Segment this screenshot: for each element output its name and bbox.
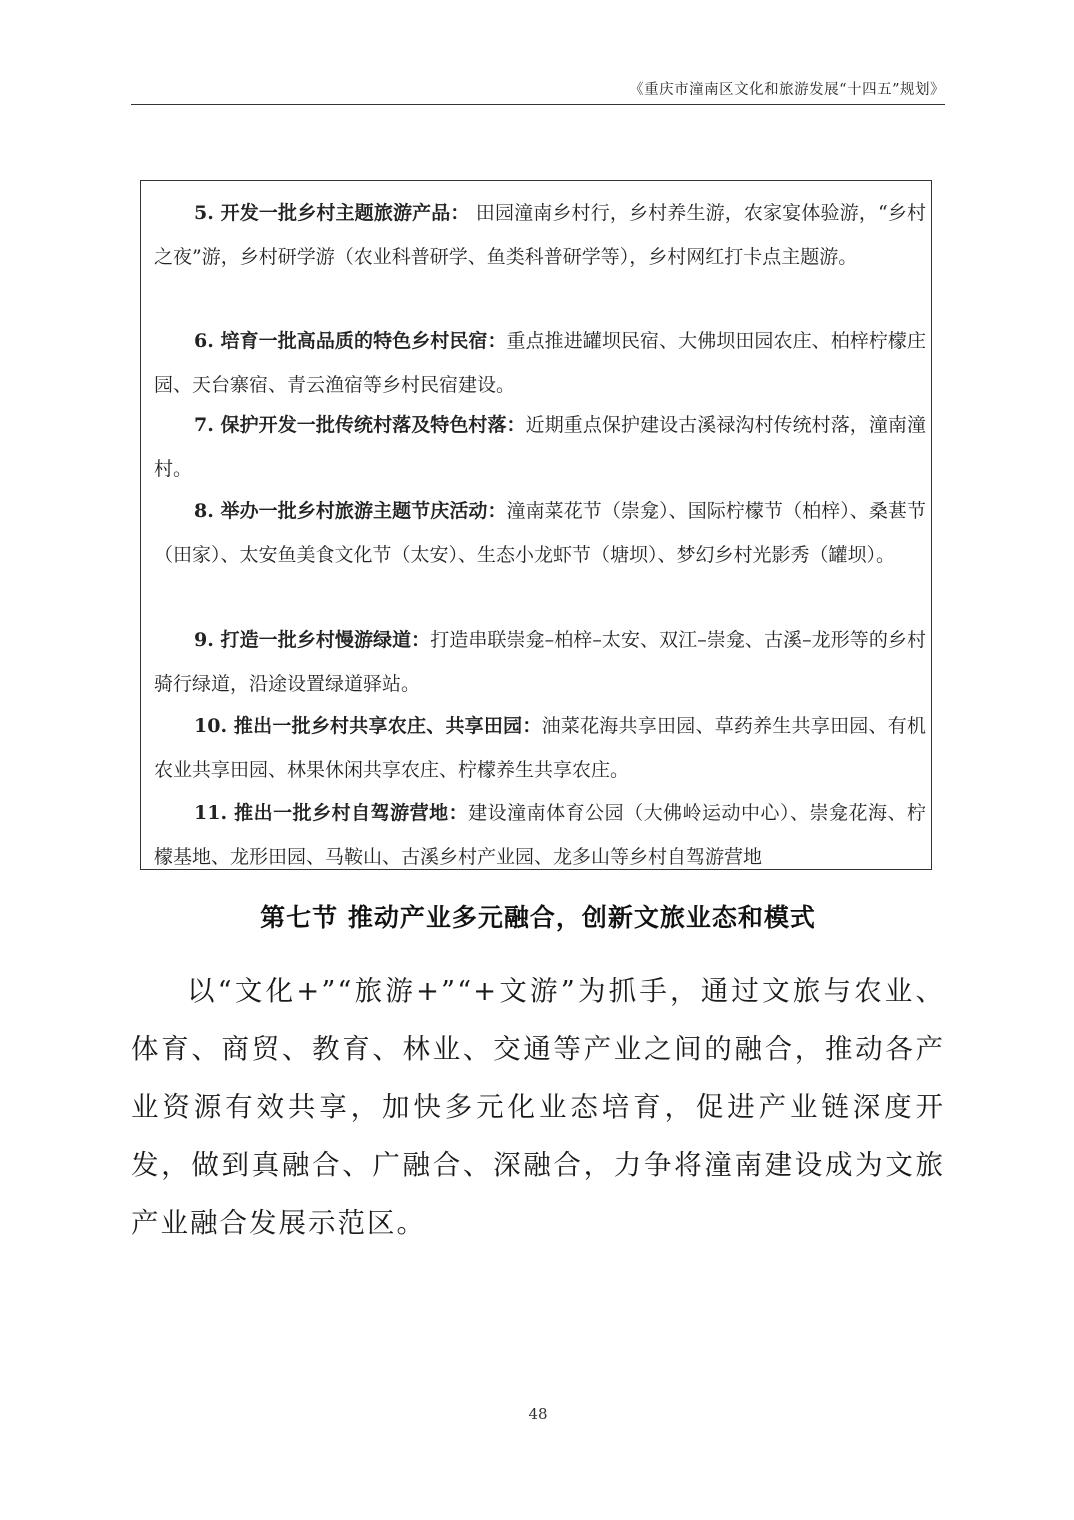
list-item bbox=[154, 791, 926, 870]
list-item-title: 6. 培育一批高品质的特色乡村民宿： bbox=[194, 330, 507, 352]
list-item-text: 田园潼南乡村行，乡村养生游，农家宴体验游，“乡村之夜”游，乡村研学游（农业科普研学、鱼类科普研学等），乡村网红打卡点主题游。 bbox=[154, 202, 926, 268]
list-item-title: 7. 保护开发一批传统村落及特色村落： bbox=[194, 414, 526, 436]
list-item-title: 9. 打造一批乡村慢游绿道： bbox=[194, 629, 431, 651]
list-item bbox=[154, 704, 926, 792]
list-item-title: 10. 推出一批乡村共享农庄、共享田园： bbox=[194, 715, 542, 737]
list-item-title: 8. 举办一批乡村旅游主题节庆活动： bbox=[194, 500, 507, 522]
list-item-text: 近期重点保护建设古溪禄沟村传统村落，潼南潼村。 bbox=[154, 414, 926, 480]
running-header: 《重庆市潼南区文化和旅游发展“十四五”规划》 bbox=[629, 82, 945, 98]
page-number: 48 bbox=[528, 1405, 548, 1423]
project-list-box bbox=[140, 180, 932, 870]
list-item bbox=[154, 191, 926, 279]
list-item-text: 潼南菜花节（崇龛）、国际柠檬节（柏梓）、桑葚节（田家）、太安鱼美食文化节（太安）、生态小龙虾节（塘坝）、梦幻乡村光影秀（罐坝）。 bbox=[154, 500, 926, 566]
list-item bbox=[154, 489, 926, 577]
list-item bbox=[154, 618, 926, 706]
list-item-title: 5. 开发一批乡村主题旅游产品： bbox=[194, 202, 470, 224]
list-item-text: 重点推进罐坝民宿、大佛坝田园农庄、柏梓柠檬庄园、天台寨宿、青云渔宿等乡村民宿建设。 bbox=[154, 330, 926, 396]
section-heading: 第七节 推动产业多元融合，创新文旅业态和模式 bbox=[260, 903, 816, 932]
body-paragraph: 以“文化+”“旅游+”“+文游”为抓手，通过文旅与农业、体育、商贸、教育、林业、交通等产业之间的融合，推动各产业资源有效共享，加快多元化业态培育，促进产业链深度开发，做到真融合、广融合、深融合，力争将潼南建设成为文旅产业融合发展示范区。 bbox=[131, 975, 945, 1239]
header-rule bbox=[131, 104, 945, 105]
list-item-text: 打造串联崇龛–柏梓–太安、双江–崇龛、古溪–龙形等的乡村骑行绿道，沿途设置绿道驿站。 bbox=[154, 629, 926, 695]
list-item-text: 油菜花海共享田园、草药养生共享田园、有机农业共享田园、林果休闲共享农庄、柠檬养生共享农庄。 bbox=[154, 715, 926, 781]
list-item-text: 建设潼南体育公园（大佛岭运动中心）、崇龛花海、柠檬基地、龙形田园、马鞍山、古溪乡村产业园、龙多山等乡村自驾游营地 bbox=[154, 802, 926, 868]
list-item-title: 11. 推出一批乡村自驾游营地： bbox=[194, 802, 469, 824]
list-item bbox=[154, 403, 926, 491]
list-item bbox=[154, 319, 926, 407]
